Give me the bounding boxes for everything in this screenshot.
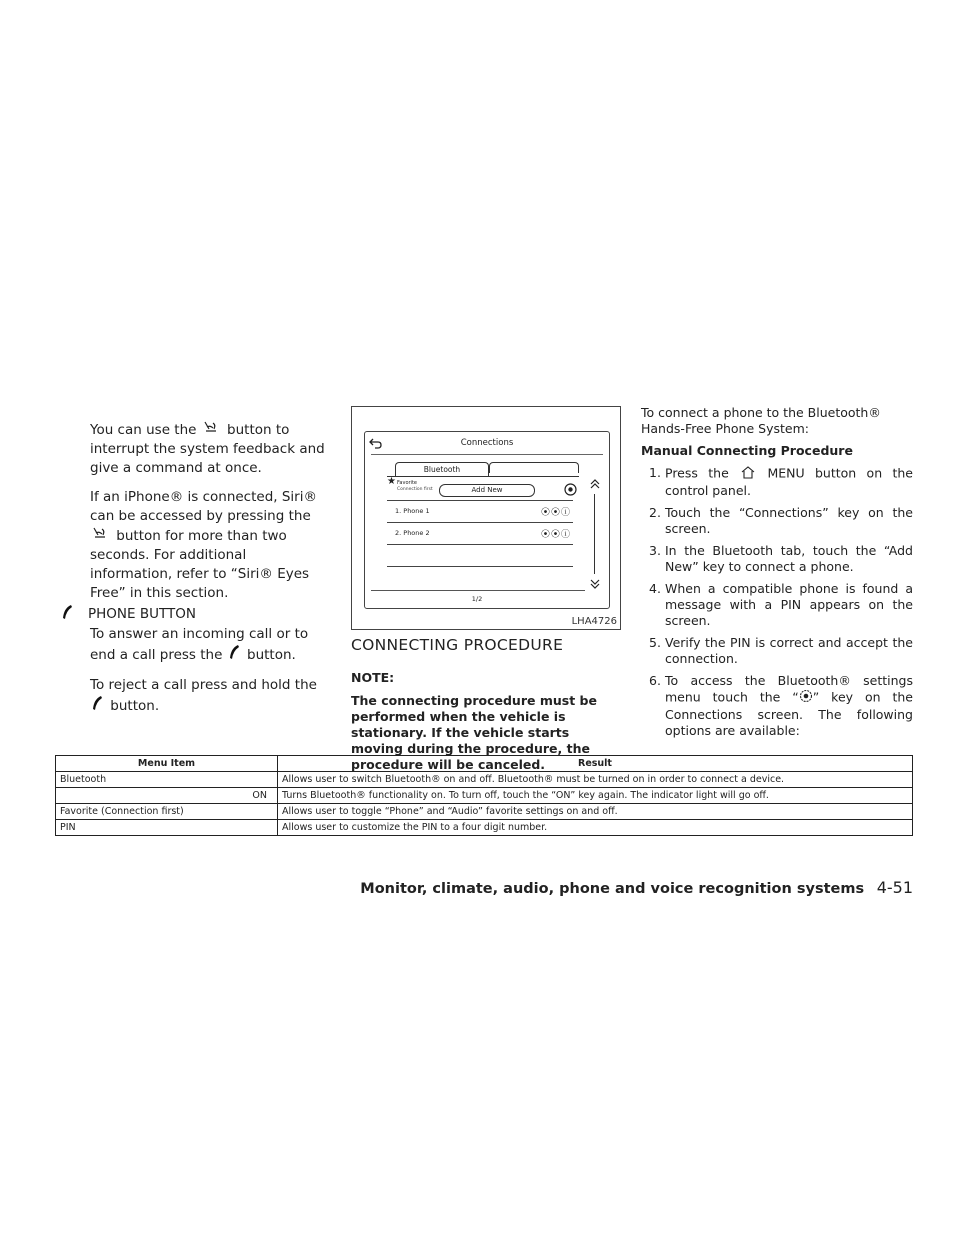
row-divider	[387, 544, 573, 545]
bluetooth-settings-table	[55, 755, 913, 836]
page-indicator: 1/2	[471, 595, 483, 603]
settings-icon	[799, 689, 813, 707]
section-title: CONNECTING PROCEDURE	[351, 636, 564, 654]
phone-icon	[60, 604, 76, 624]
connections-screen-figure	[351, 406, 621, 630]
add-new-button[interactable]: Add New	[439, 484, 535, 497]
chevron-down-icon[interactable]	[589, 578, 601, 592]
intro-text: To connect a phone to the Bluetooth® Hands-Free Phone System:	[641, 405, 881, 436]
left-column	[90, 420, 330, 613]
device-status-icons: ⦿⦿ⓘ	[540, 508, 571, 518]
footer-title: Monitor, climate, audio, phone and voice recognition systems	[360, 881, 865, 897]
bluetooth-tab[interactable]: Bluetooth	[395, 462, 489, 477]
phone-button-text	[90, 625, 330, 727]
list-item: 3. In the Bluetooth tab, touch the “Add New” key to connect a phone.	[649, 543, 913, 574]
column-header: Result	[278, 756, 913, 772]
table-row: Bluetooth Allows user to switch Bluetooth® on and off. Bluetooth® must be turned on in order to connect a device.	[56, 772, 913, 788]
right-column	[641, 405, 913, 745]
second-tab[interactable]	[489, 462, 579, 473]
page-divider	[371, 590, 585, 591]
table-header-row	[56, 756, 913, 772]
tab-baseline	[387, 476, 579, 477]
connections-screen: Connections Bluetooth ★ Favorite Connection first Add New 1. Phone 1 ⦿⦿ⓘ 2. Phone 2 ⦿⦿ⓘ 1/2	[364, 431, 610, 609]
list-item: 2. Touch the “Connections” key on the screen.	[649, 505, 913, 536]
siri-paragraph: If an iPhone® is connected, Siri® can be accessed by pressing the button for more than two seconds. For additional information, refer to “Siri® Eyes Free” in this section.	[90, 489, 317, 601]
talk-button-paragraph: You can use the button to interrupt the system feedback and give a command at once.	[90, 422, 325, 476]
device-status-icons: ⦿⦿ⓘ	[540, 530, 571, 540]
table-row: ON Turns Bluetooth® functionality on. To turn off, touch the “ON” key again. The indicator light will go off.	[56, 788, 913, 804]
chevron-up-icon[interactable]	[589, 478, 601, 492]
page-footer	[360, 878, 913, 897]
title-divider	[371, 454, 603, 455]
talk-icon	[201, 420, 223, 440]
device-row-1[interactable]: 1. Phone 1 ⦿⦿ⓘ	[395, 507, 571, 518]
list-item: 4. When a compatible phone is found a message with a PIN appears on the screen.	[649, 581, 913, 628]
steps-list	[641, 465, 913, 739]
screen-title: Connections	[460, 438, 514, 448]
list-item: 5. Verify the PIN is correct and accept the connection.	[649, 635, 913, 666]
note-label: NOTE:	[351, 670, 395, 685]
list-item: 1. Press the MENU button on the control panel.	[649, 465, 913, 498]
figure-code: LHA4726	[571, 616, 617, 627]
phone-button-heading: PHONE BUTTON	[60, 604, 196, 624]
phone-icon	[227, 644, 243, 666]
row-divider	[387, 566, 573, 567]
answer-call-paragraph: To answer an incoming call or to end a call press the button.	[90, 625, 330, 666]
column-header: Menu Item	[56, 756, 278, 772]
note-text: The connecting procedure must be performed when the vehicle is stationary. If the vehicle starts moving during the procedure, the procedure will be canceled.	[351, 693, 597, 772]
table-row: PIN Allows user to customize the PIN to a four digit number.	[56, 820, 913, 836]
phone-icon	[90, 695, 106, 717]
subheading: Manual Connecting Procedure	[641, 443, 853, 458]
list-item: 6. To access the Bluetooth® settings menu touch the “ ” key on the Connections screen. The following options are available:	[649, 673, 913, 738]
home-icon	[739, 465, 757, 483]
device-row-2[interactable]: 2. Phone 2 ⦿⦿ⓘ	[395, 529, 571, 540]
page-number: 4-51	[876, 878, 913, 897]
star-icon: ★	[387, 476, 396, 487]
settings-icon[interactable]	[564, 483, 577, 498]
reject-call-paragraph: To reject a call press and hold the button.	[90, 676, 330, 717]
middle-column	[351, 636, 621, 773]
scrollbar[interactable]	[594, 494, 595, 574]
talk-icon	[90, 526, 112, 546]
table-row: Favorite (Connection first) Allows user to toggle “Phone” and “Audio” favorite settings on and off.	[56, 804, 913, 820]
